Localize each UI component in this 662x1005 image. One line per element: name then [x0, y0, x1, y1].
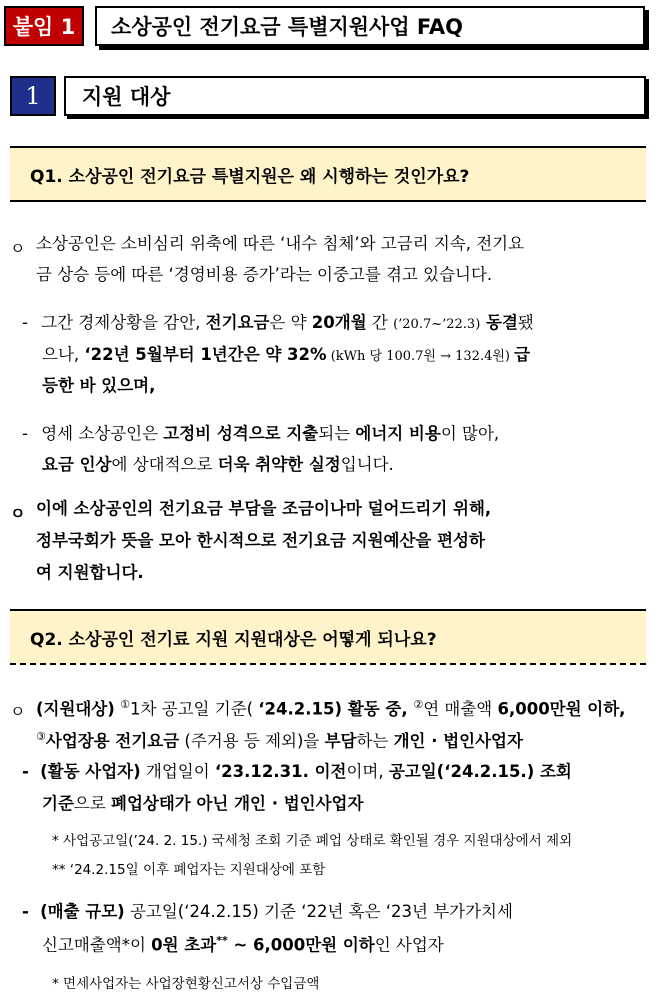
q2-dash-item-1-line-1: - (활동 사업자) 개업일이 ‘23.12.31. 이전이며, 공고일(‘24.2.15.) 조회 [22, 762, 572, 781]
q1-paragraph-2-line-2: 정부국회가 뜻을 모아 한시적으로 전기요금 지원예산을 편성하 [36, 531, 485, 550]
question-box-q1: Q1. 소상공인 전기요금 특별지원은 왜 시행하는 것인가요? [10, 146, 646, 202]
bullet-symbol: ㅇ [10, 239, 26, 258]
q1-paragraph-1-line-1: 소상공인은 소비심리 위축에 따른 ‘내수 침체’와 고금리 지속, 전기요 [36, 234, 525, 253]
q1-dash-item-1-line-1: - 그간 경제상황을 감안, 전기요금은 약 20개월 간 (’20.7~’22.3) 동결됐 [22, 313, 534, 332]
bullet-symbol: ㅇ [10, 702, 26, 721]
q1-paragraph-2-line-3: 여 지원합니다. [36, 563, 144, 582]
q2-footnote-2: ** ‘24.2.15일 이후 폐업자는 지원대상에 포함 [52, 862, 326, 878]
document-title: 소상공인 전기요금 특별지원사업 FAQ [95, 6, 645, 46]
q1-paragraph-1-line-2: 금 상승 등에 따른 ‘경영비용 증가’라는 이중고를 겪고 있습니다. [36, 265, 493, 284]
question-box-q2: Q2. 소상공인 전기료 지원 지원대상은 어떻게 되나요? [10, 609, 646, 665]
q1-dash-item-1-line-2: 으나, ‘22년 5월부터 1년간은 약 32% (kWh 당 100.7원 → 132.4원) 급 [42, 345, 531, 364]
q1-dash-item-2-line-2: 요금 인상에 상대적으로 더욱 취약한 실정입니다. [42, 455, 394, 474]
annex-tag: 붙임 1 [4, 6, 84, 46]
section-title: 지원 대상 [64, 76, 646, 116]
q2-paragraph-1-line-2: ③사업장용 전기요금 (주거용 등 제외)을 부담하는 개인 · 법인사업자 [36, 730, 523, 751]
q2-dash-item-2-line-2: 신고매출액*이 0원 초과** ~ 6,000만원 이하인 사업자 [42, 934, 444, 955]
q2-paragraph-1-line-1: (지원대상) ①1차 공고일 기준( ‘24.2.15) 활동 중, ②연 매출액 6,000만원 이하, [36, 698, 626, 719]
q1-dash-item-2-line-1: - 영세 소상공인은 고정비 성격으로 지출되는 에너지 비용이 많아, [22, 424, 500, 443]
bullet-symbol: ㅇ [10, 504, 26, 523]
q1-dash-item-1-line-3: 등한 바 있으며, [42, 376, 156, 395]
q2-footnote-3: * 면세사업자는 사업장현황신고서상 수입금액 [52, 976, 320, 992]
q2-dash-item-2-line-1: - (매출 규모) 공고일(‘24.2.15) 기준 ‘22년 혹은 ‘23년 부가가치세 [22, 902, 513, 921]
q2-footnote-1: * 사업공고일(’24. 2. 15.) 국세청 조회 기준 폐업 상태로 확인될 경우 지원대상에서 제외 [52, 833, 573, 849]
q2-dash-item-1-line-2: 기준으로 폐업상태가 아닌 개인 · 법인사업자 [42, 794, 364, 813]
section-number: 1 [10, 76, 56, 116]
q1-paragraph-2-line-1: 이에 소상공인의 전기요금 부담을 조금이나마 덜어드리기 위해, [36, 499, 492, 518]
